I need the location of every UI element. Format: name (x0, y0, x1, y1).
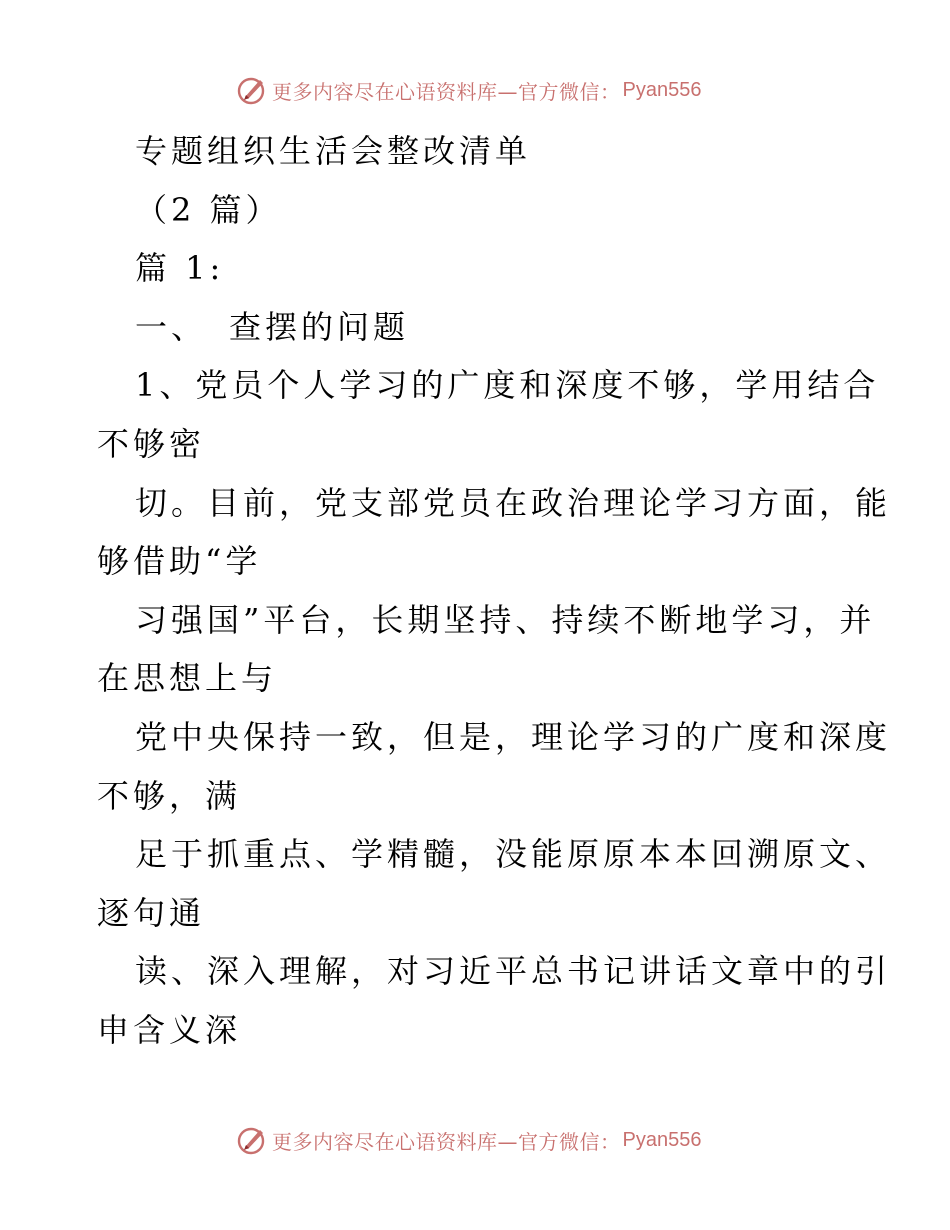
watermark-text: 更多内容尽在心语资料库—官方微信： (272, 1129, 621, 1154)
section-heading (97, 298, 857, 357)
paragraph-line: 读、深入理解，对习近平总书记讲话文章中的引 (135, 952, 892, 991)
paragraph-line: 党中央保持一致，但是，理论学习的广度和深度 (135, 717, 892, 756)
paragraph-line: 1、党员个人学习的广度和深度不够，学用结合 (135, 366, 880, 405)
part-label: 篇 1: (135, 249, 225, 288)
paragraph-line: 切。目前，党支部党员在政治理论学习方面，能 (135, 483, 892, 522)
document-title: 专题组织生活会整改清单 (135, 132, 532, 170)
pen-seal-logo-icon (236, 1124, 268, 1156)
paragraph-line: 不够密 (97, 424, 206, 463)
watermark-wechat-id: Pyan556 (622, 1128, 702, 1151)
paragraph-line: 在思想上与 (97, 659, 278, 698)
paragraph-line: 习强国”平台，长期坚持、持续不断地学习，并 (135, 600, 876, 639)
paragraph-line: 足于抓重点、学精髓，没能原原本本回溯原文、 (135, 835, 892, 874)
section-number: 一、 (135, 307, 208, 346)
footer-watermark (236, 1122, 701, 1158)
document-body (97, 122, 892, 1060)
section-title: 查摆的问题 (229, 307, 410, 346)
watermark-text: 更多内容尽在心语资料库—官方微信： (272, 79, 621, 104)
paragraph-line: 不够，满 (97, 776, 242, 815)
pen-seal-logo-icon (236, 74, 268, 106)
document-subtitle: （2 篇） (135, 190, 282, 229)
paragraph-line: 够借助“学 (97, 542, 262, 581)
header-watermark (236, 72, 701, 108)
paragraph-line: 逐句通 (97, 893, 206, 932)
paragraph-line: 申含义深 (97, 1010, 242, 1049)
watermark-wechat-id: Pyan556 (622, 78, 702, 101)
